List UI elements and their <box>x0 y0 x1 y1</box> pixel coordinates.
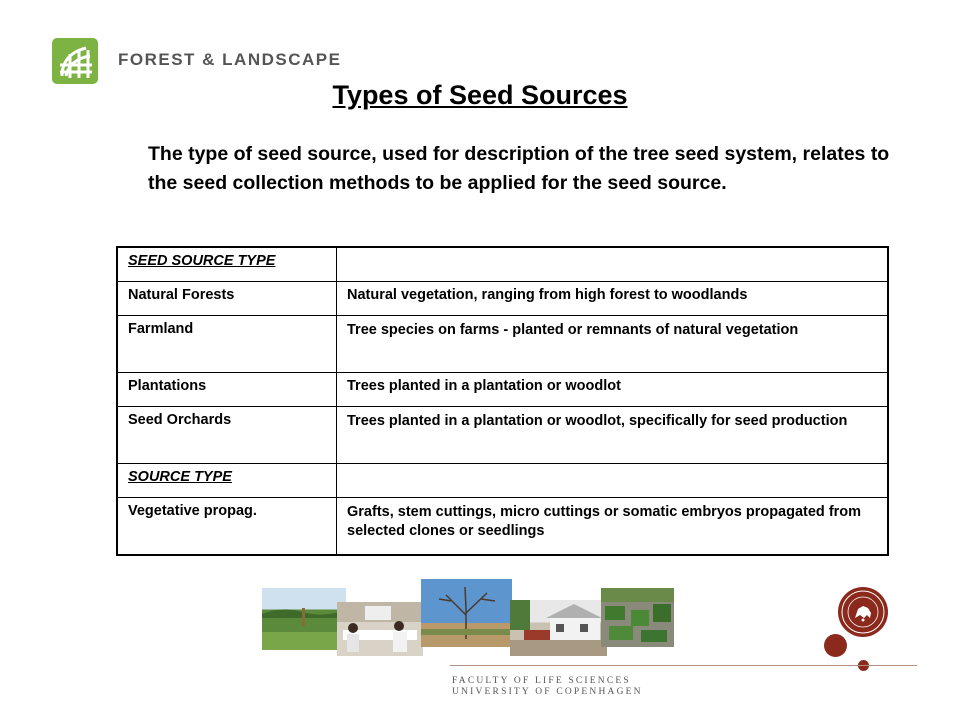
table-cell <box>337 247 889 282</box>
table-row <box>117 316 888 373</box>
nursery-photo <box>601 588 674 647</box>
table-row <box>117 282 888 316</box>
table-cell: Trees planted in a plantation or woodlot <box>337 373 889 407</box>
table-row <box>117 407 888 464</box>
grassland-photo <box>262 588 346 650</box>
footer-divider <box>450 665 917 666</box>
table-row <box>117 464 888 498</box>
decorative-dot-large <box>824 634 847 657</box>
faculty-wordmark <box>452 676 643 698</box>
faculty-line-2: UNIVERSITY OF COPENHAGEN <box>452 687 643 697</box>
table-cell <box>337 464 889 498</box>
table-header-cell: SOURCE TYPE <box>117 464 337 498</box>
table-cell: Grafts, stem cuttings, micro cuttings or somatic embryos propagated from selected clones or seedlings <box>337 498 889 556</box>
table-row <box>117 247 888 282</box>
faculty-line-1: FACULTY OF LIFE SCIENCES <box>452 676 631 686</box>
building-photo <box>510 600 607 656</box>
table-cell: Natural vegetation, ranging from high forest to woodlands <box>337 282 889 316</box>
table-cell: Natural Forests <box>117 282 337 316</box>
table-row <box>117 373 888 407</box>
table-cell: Farmland <box>117 316 337 373</box>
classroom-photo <box>337 602 423 656</box>
org-name: FOREST & LANDSCAPE <box>118 50 342 69</box>
table-cell: Vegetative propag. <box>117 498 337 556</box>
university-seal-icon <box>838 587 888 637</box>
table-cell: Plantations <box>117 373 337 407</box>
table-cell: Tree species on farms - planted or remnants of natural vegetation <box>337 316 889 373</box>
slide-title: Types of Seed Sources <box>332 80 628 110</box>
table-cell: Trees planted in a plantation or woodlot, specifically for seed production <box>337 407 889 464</box>
table-header-cell: SEED SOURCE TYPE <box>117 247 337 282</box>
intro-text: The type of seed source, used for description of the tree seed system, relates to the seed collection methods to be applied for the seed source. <box>148 143 890 194</box>
table-row <box>117 498 888 556</box>
tree-photo <box>421 579 512 647</box>
seed-source-table <box>116 246 889 556</box>
table-cell: Seed Orchards <box>117 407 337 464</box>
forest-landscape-logo-icon <box>52 38 98 84</box>
